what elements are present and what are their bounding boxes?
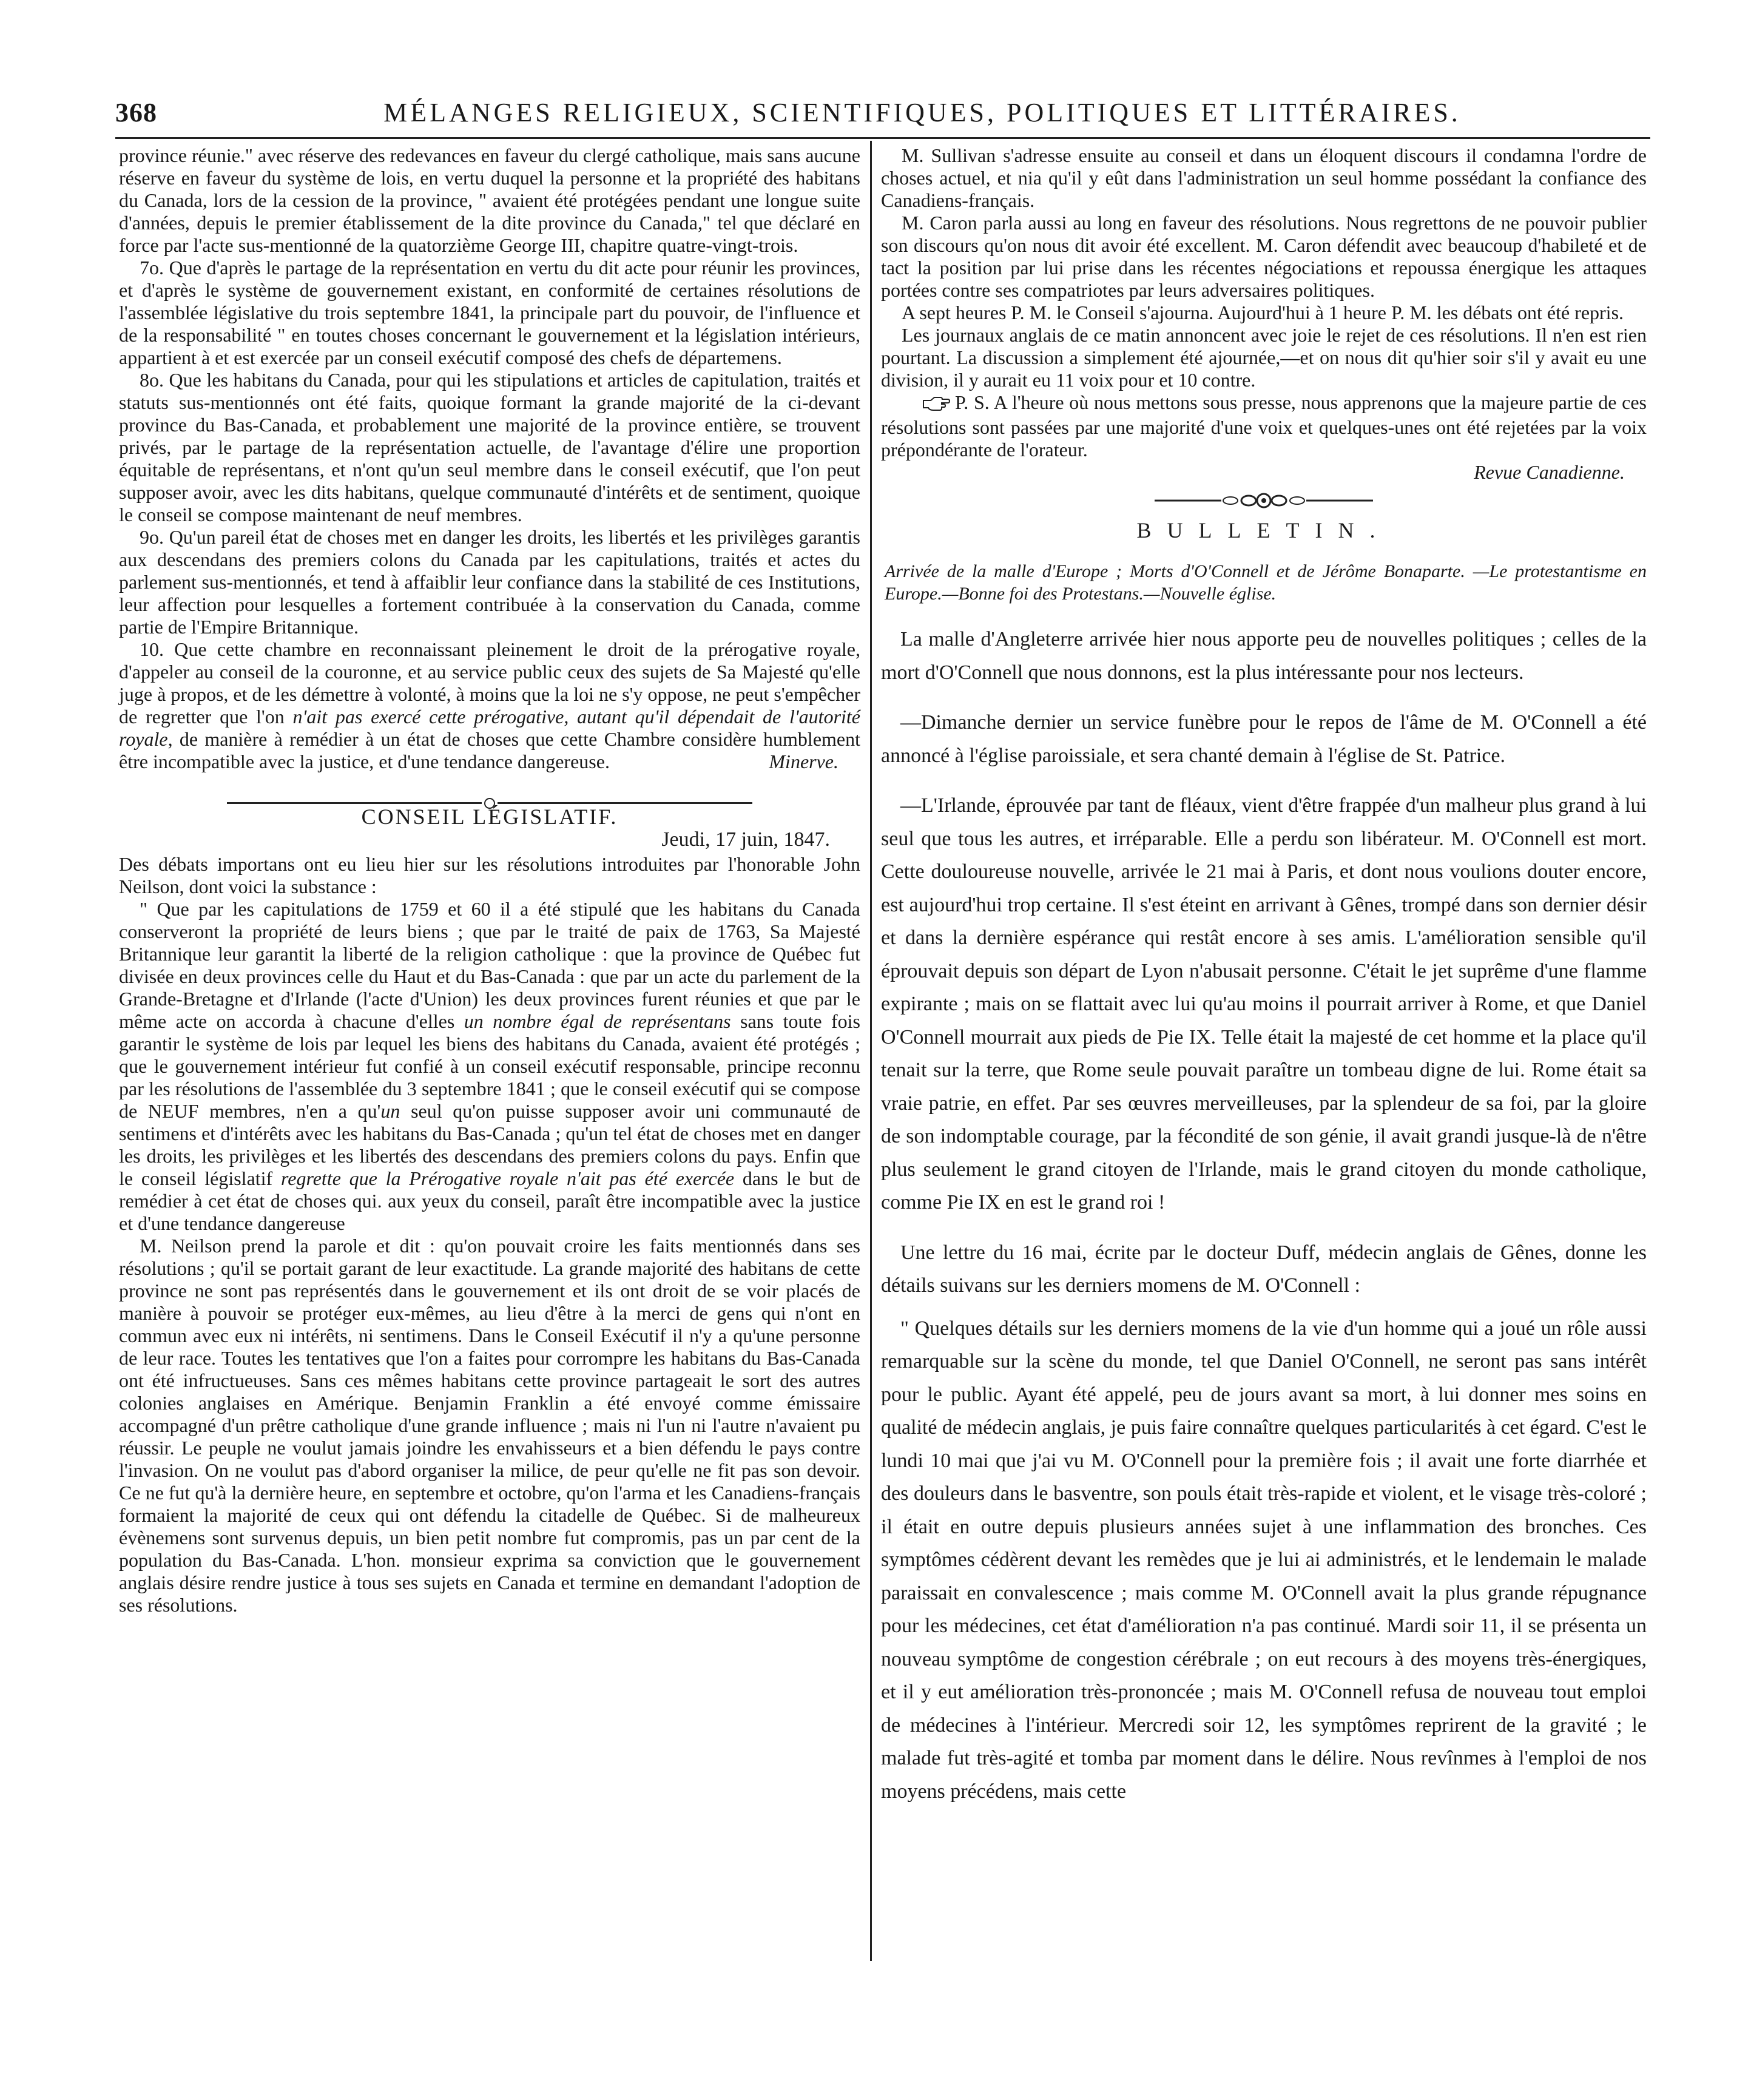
spacer bbox=[881, 772, 1647, 789]
postscript bbox=[881, 391, 1647, 461]
bulletin-summary: Arrivée de la malle d'Europe ; Morts d'O'Connell et de Jérôme Bonaparte. —Le protestantisme en Europe.—Bonne foi des Protestans.—Nouvelle église. bbox=[885, 561, 1647, 604]
paragraph: M. Sullivan s'adresse ensuite au conseil et dans un éloquent discours il condamna l'ordre de choses actuel, et nia qu'il y eût dans l'administration un seul homme possédant la confiance des Canadiens-français. bbox=[881, 144, 1647, 211]
paragraph: La malle d'Angleterre arrivée hier nous apporte peu de nouvelles politiques ; celles de la mort d'O'Connell que nous donnons, est la plus intéressante pour nos lecteurs. bbox=[881, 628, 1647, 684]
paragraph: —Dimanche dernier un service funèbre pour le repos de l'âme de M. O'Connell a été annoncé à l'église paroissiale, et sera chanté demain à l'église de St. Patrice. bbox=[881, 711, 1647, 767]
italic-run: un bbox=[380, 1100, 400, 1122]
bulletin-body bbox=[881, 623, 1647, 1808]
paragraph: M. Caron parla aussi au long en faveur des résolutions. Nous regrettons de ne pouvoir publier son discours qu'on nous dit avoir été excellent. M. Caron défendit avec beaucoup d'habileté et de tact la position par lui prise dans les récentes négociations et repoussa énergique les attaques portées contre ses compatriotes par leurs adversaires politiques. bbox=[881, 212, 1647, 301]
paragraph: A sept heures P. M. le Conseil s'ajourna. Aujourd'hui à 1 heure P. M. les débats ont été repris. bbox=[902, 302, 1624, 323]
text-run: " Que par les capitulations de 1759 et 60 il a été stipulé que les habitans du Canada conserveront la propriété de leurs biens ; que par le traité de paix de 1763, Sa Majesté Britannique leur garantit la liberté de la religion catholique : que la province de Québec fut divisée en deux provinces celle du Haut et du Bas-Canada : que par un acte du parlement de la Grande-Bretagne et d'Irlande (l'acte d'Union) les deux provinces furent réunies et que par le même acte on accorda à chacune d'elles bbox=[119, 898, 860, 1032]
spacer bbox=[881, 1303, 1647, 1312]
divider-dot bbox=[484, 798, 495, 809]
resolution-8: 8o. Que les habitans du Canada, pour qui les stipulations et articles de capitulation, traités et statuts sus-mentionnés ont été faits, quoique formant la grande majorité de la ci-devant province du Bas-Canada, et probablement une majorité de la province entière, se trouvent privés, par le partage de la représentation actuelle, de l'avantage d'élire une proportion équitable de représentans, et n'ont qu'un seul membre dans le conseil exécutif, que l'on peut supposer avoir, avec les dits habitans, quelque communauté d'intérêts et de sentiment, quoique le conseil se compose maintenant de neuf membres. bbox=[119, 369, 860, 525]
quoted-letter: " Quelques détails sur les derniers momens de la vie d'un homme qui a joué un rôle aussi remarquable sur la scène du monde, tel que Daniel O'Connell, ne seront pas sans intérêt pour le public. Ayant été appelé, peu de jours avant sa mort, à lui donner mes soins en qualité de médecin anglais, je puis faire connaître quelques particularités à cet égard. C'est le lundi 10 mai que j'ai vu M. O'Connell pour la première fois ; il avait une forte diarrhée et des douleurs dans le basventre, son pouls était très-rapide et violent, et le visage très-coloré ; il était en outre depuis plusieurs années sujet à une inflammation des bronches. Ces symptômes cédèrent devant les remèdes que je lui ai administrés, et le lendemain le malade paraissait en convalescence ; mais comme M. O'Connell avait la plus grande répugnance pour les médecines, cet état d'amélioration n'a pas continué. Mardi soir 11, il se présenta un nouveau symptôme de congestion cérébrale ; on eut recours à des moyens très-énergiques, et il y eut amélioration très-prononcée ; mais M. O'Connell refusa de nouveau tout emploi de médecines à l'intérieur. Mercredi soir 12, les symptômes reprirent de la gravité ; le malade fut très-agité et tomba par moment dans le délire. Nous revînmes à l'emploi de nos moyens précédens, mais cette bbox=[881, 1317, 1647, 1803]
bulletin-title: BULLETIN. bbox=[1136, 518, 1391, 542]
paragraph: province réunie." avec réserve des redevances en faveur du clergé catholique, mais sans aucune réserve en faveur du système de lois, en vertu duquel la personne et la propriété des habitans du Canada, lors de la cession de la province, " avaient été protégées pendant une longue suite d'années, depuis le premier établissement de la dite province du Canada," tel que déclaré en force par l'acte sus-mentionné de la quatorzième George III, chapitre quatre-vingt-trois. bbox=[119, 144, 860, 256]
divider-line bbox=[227, 802, 482, 804]
divider-line bbox=[498, 802, 752, 804]
column-divider bbox=[870, 141, 872, 1961]
section-title: CONSEIL LÉGISLATIF. bbox=[361, 805, 618, 829]
left-column bbox=[119, 144, 860, 1616]
quoted-resolution bbox=[119, 898, 860, 1235]
dateline: Jeudi, 17 juin, 1847. bbox=[661, 828, 830, 851]
italic-run: un nombre égal de représentans bbox=[464, 1010, 731, 1032]
paragraph: Une lettre du 16 mai, écrite par le docteur Duff, médecin anglais de Gênes, donne les détails suivans sur les derniers momens de M. O'Connell : bbox=[881, 1241, 1647, 1297]
resolution-7: 7o. Que d'après le partage de la représentation en vertu du dit acte pour réunir les provinces, et d'après le système de gouvernement existant, en conformité de certaines résolutions de l'assemblée législative du trois septembre 1841, la principale part du pouvoir, de l'influence et de la responsabilité " en toutes choses concernant le gouvernement et la législation intérieurs, appartient à et est exercée par un conseil exécutif composé des chefs de départemens. bbox=[119, 257, 860, 368]
paragraph: —L'Irlande, éprouvée par tant de fléaux, vient d'être frappée d'un malheur plus grand à lui seul que tous les autres, et irréparable. Elle a perdu son libérateur. M. O'Connell est mort. Cette douloureuse nouvelle, arrivée le 21 mai à Paris, et dont nous voulions douter encore, est aujourd'hui trop certaine. Il s'est éteint en arrivant à Gênes, trompé dans son dernier désir et dans la dernière espérance qui restât encore à ses amis. L'amélioration sensible qu'il éprouvait depuis son départ de Lyon n'abusait personne. C'était le jet suprême d'une flamme expirante ; mais on se flattait avec lui qu'au moins il pourrait arriver à Rome, et que Daniel O'Connell mourrait aux pieds de Pie IX. Telle était la majesté de cet homme et la place qu'il tenait sur la terre, que Rome seule pouvait paraître un tombeau digne de lui. Rome était sa vraie patrie, en effet. Par ses œuvres merveilleuses, par la splendeur de sa foi, par la gloire de son indomptable courage, par la fécondité de son génie, il avait grandi jusque-là de n'être plus seulement le grand citoyen de l'Irlande, mais le grand citoyen du monde catholique, comme Pie IX en est le grand roi ! bbox=[881, 794, 1647, 1214]
italic-run: regrette que la Prérogative royale n'ait pas été exercée bbox=[280, 1167, 735, 1189]
text-run: seul qu'on puisse supposer avoir uni communauté de sentimens et d'intérêts avec les habitans du Bas-Canada ; qu'un tel état de choses met en danger les droits, les privilèges et les libertés des descendans des premiers colons du pays. Enfin que le conseil législatif bbox=[119, 1100, 861, 1189]
italic-run: n'ait pas exercé cette prérogative, autant qu'il dépendait de l'autorité royale bbox=[119, 706, 861, 750]
resolution-10 bbox=[119, 638, 860, 773]
resolution-9: 9o. Qu'un pareil état de choses met en danger les droits, les libertés et les privilèges garantis aux descendans des premiers colons du Canada par les capitulations, traités et actes du parlement sus-mentionnés, et tend à affaiblir leur confiance dans la stabilité de ces Institutions, leur affection pour lesquelles a fortement contribuée à la conservation du Canada, comme partie de l'Empire Britannique. bbox=[119, 526, 860, 638]
text-run: P. S. A l'heure où nous mettons sous presse, nous apprenons que la majeure partie de ces résolutions sont passées par une majorité d'une voix et quelques-unes ont été rejetées par la voix prépondérante de l'orateur. bbox=[881, 391, 1647, 461]
section-divider bbox=[119, 790, 860, 802]
text-run: 10. Que cette chambre en reconnaissant pleinement le droit de la prérogative royale, d'appeler au conseil de la couronne, et au service public ceux des sujets de Sa Majesté qu'elle juge à propos, et de les démettre à volonté, à moins que la loi ne s'y oppose, ne peut s'empêcher de regretter que l'on bbox=[119, 638, 860, 728]
pointing-hand-icon bbox=[902, 394, 950, 416]
page-header bbox=[115, 91, 1644, 140]
header-rule bbox=[115, 137, 1650, 139]
right-column bbox=[881, 144, 1647, 1808]
spacer bbox=[881, 689, 1647, 706]
ornament-icon bbox=[881, 491, 1647, 513]
page-number: 368 bbox=[115, 98, 157, 127]
text-run: dans le but de remédier à cet état de choses qui. aux yeux du conseil, paraît être incompatible avec la justice et d'une tendance dangereuse bbox=[119, 1167, 861, 1234]
paragraph: Les journaux anglais de ce matin annoncent avec joie le rejet de ces résolutions. Il n'en est rien pourtant. La discussion a simplement été ajournée,—et on nous dit qu'hier soir s'il y avait eu une division, il y aurait eu 11 voix pour et 10 contre. bbox=[881, 324, 1647, 391]
running-title: MÉLANGES RELIGIEUX, SCIENTIFIQUES, POLITIQUES ET LITTÉRAIRES. bbox=[383, 98, 1461, 127]
text-run: sans toute fois garantir le système de lois par lequel les biens des habitans du Canada, avaient été protégés ; que le gouvernement intérieur fut confié à un conseil exécutif responsable, principe reconnu par les résolutions de l'assemblée du 3 septembre 1841 ; que le conseil exécutif qui se compose de NEUF membres, n'en a qu' bbox=[119, 1010, 861, 1122]
paragraph: M. Neilson prend la parole et dit : qu'on pouvait croire les faits mentionnés dans ses résolutions ; qu'il se portait garant de leur exactitude. La grande majorité des habitans de cette province ne sont pas représentés dans le gouvernement et ils ont droit de se voir placés de manière à pouvoir se protéger eux-mêmes, au lieu d'être à la merci de gens qui n'ont en commun avec eux ni intérêts, ni sentimens. Dans le Conseil Exécutif il n'y a qu'une personne de leur race. Toutes les tentatives que l'on a faites pour corrompre les habitans du Bas-Canada ont été infructueuses. Sans ces mêmes habitans cette province partageait le sort des autres colonies anglaises en Amérique. Benjamin Franklin a été envoyé comme émissaire accompagné d'un prêtre catholique d'une grande influence ; mais ni l'un ni l'autre n'avaient pu réussir. Le peuple ne voulut jamais joindre les envahisseurs et a bien défendu le pays contre l'invasion. On ne voulut pas d'abord organiser la milice, de peur qu'elle ne fit pas son devoir. Ce ne fut qu'à la dernière heure, en septembre et octobre, qu'on l'arma et les Canadiens-français formaient la majorité de ceux qui ont défendu la citadelle de Québec. Si de malheureux évènemens sont survenus depuis, un bien petit nombre fut compromis, pas un par cent de la population du Bas-Canada. L'hon. monsieur exprima sa conviction que le gouvernement anglais désire rendre justice à tous ses sujets en Canada et termine en demandant l'adoption de ses résolutions. bbox=[119, 1235, 860, 1616]
paragraph: Des débats importans ont eu lieu hier sur les résolutions introduites par l'honorable John Neilson, dont voici la substance : bbox=[119, 853, 860, 897]
text-run: , de manière à remédier à un état de choses que cette Chambre considère humblement être incompatible avec la justice, et d'une tendance dangereuse. bbox=[119, 728, 860, 772]
spacer bbox=[881, 1220, 1647, 1237]
source-attribution: Minerve. bbox=[769, 751, 838, 772]
source-attribution: Revue Canadienne. bbox=[1474, 461, 1625, 483]
